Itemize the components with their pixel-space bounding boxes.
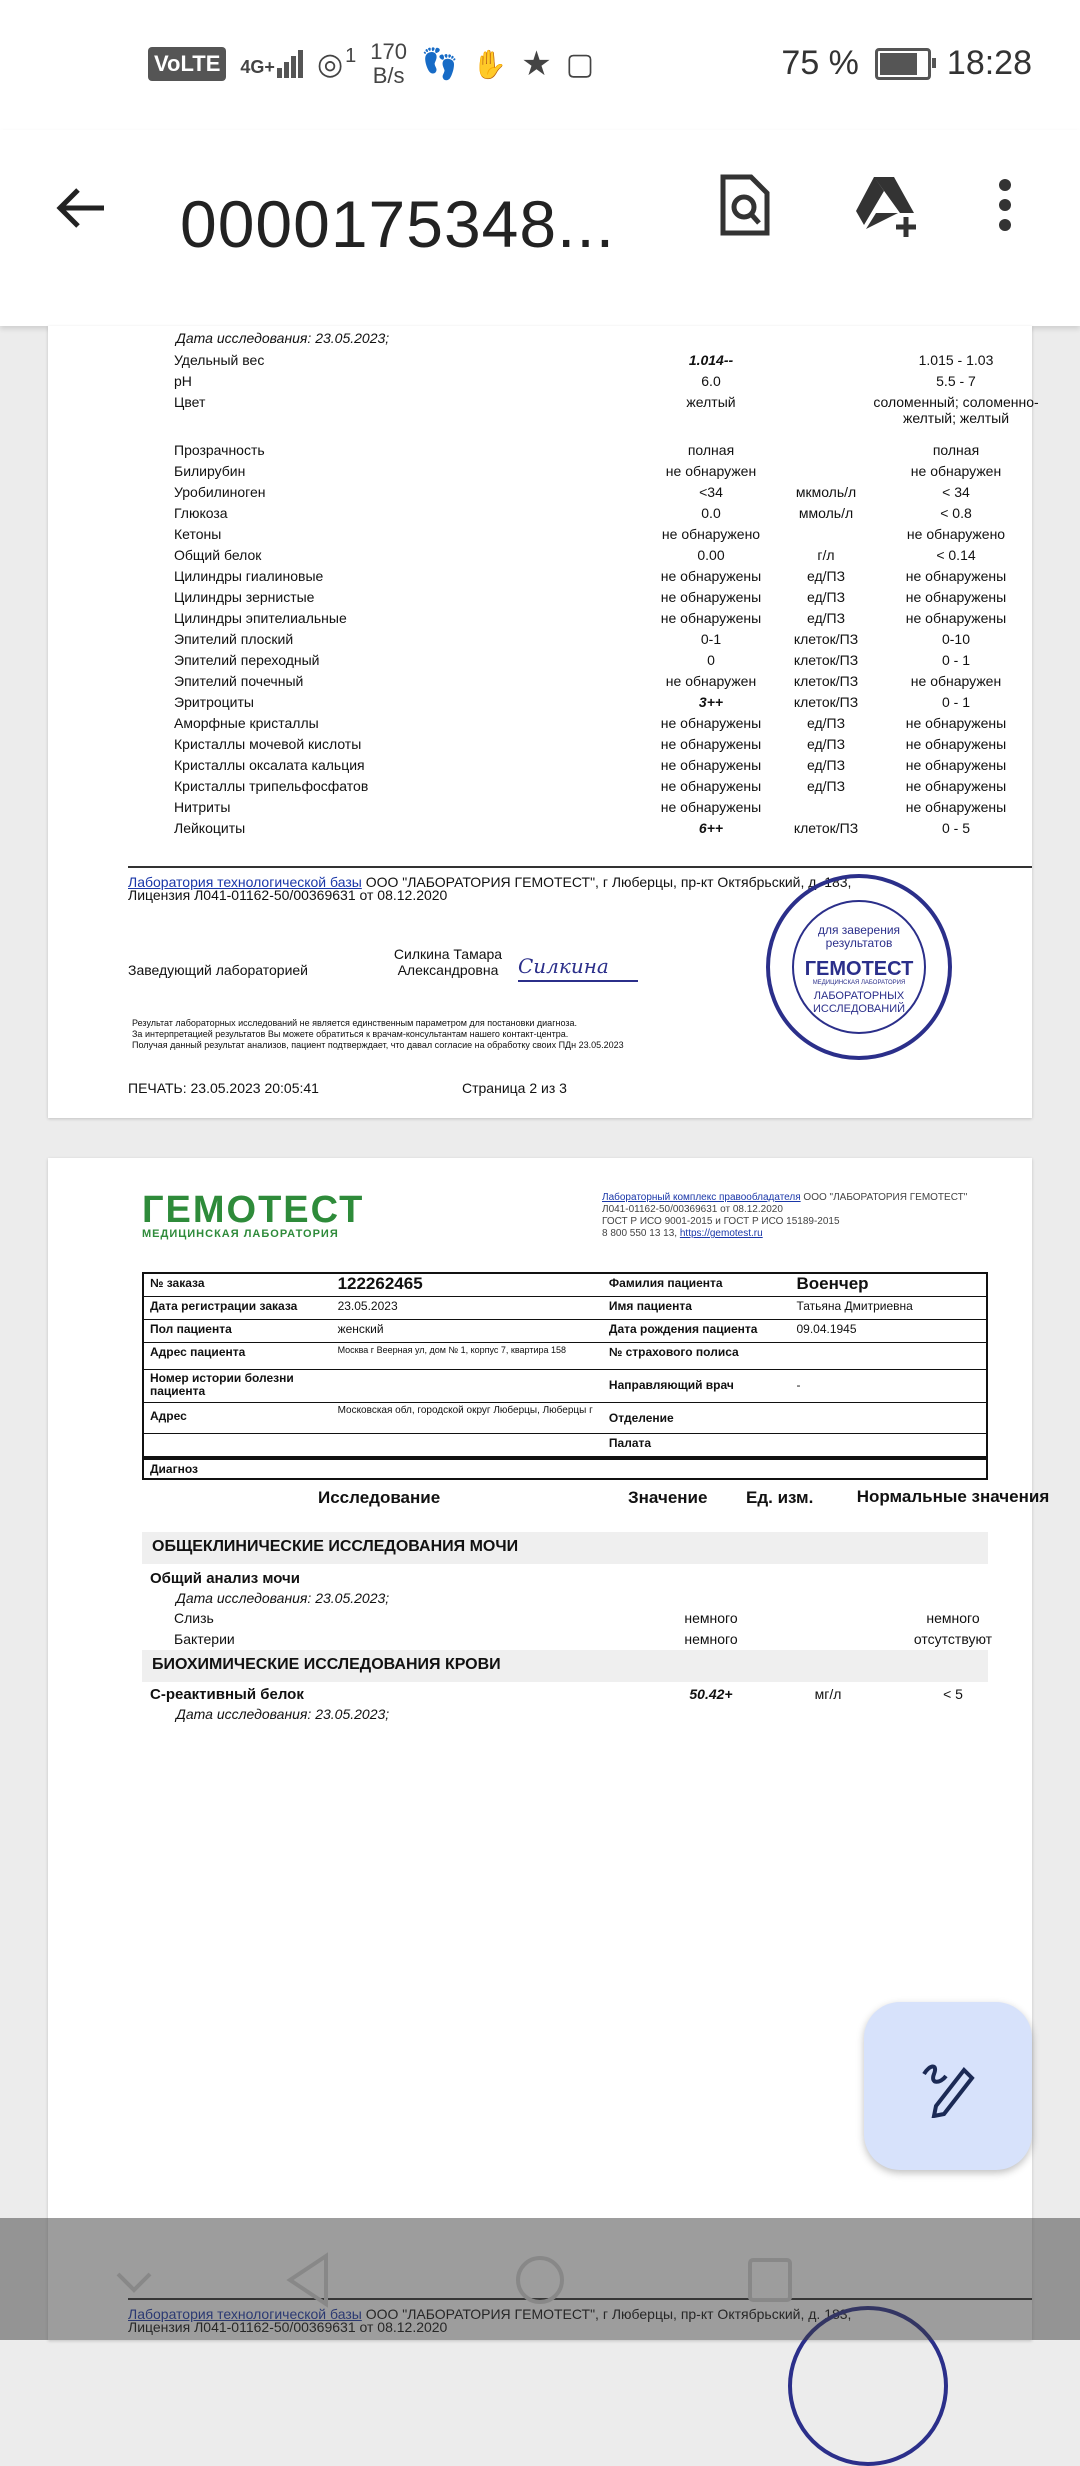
- policy-value: [790, 1343, 986, 1369]
- battery-percent: 75 %: [781, 44, 859, 82]
- diagnosis-row: [142, 1458, 988, 1480]
- home-nav-icon[interactable]: [514, 2254, 566, 2306]
- crp-unit: мг/л: [814, 1686, 842, 1702]
- gemotest-logo: [142, 1189, 365, 1240]
- order-number: 122262465: [337, 1274, 423, 1293]
- patient-address-value: Москва г Веерная ул, дом № 1, корпус 7, квартира 158: [337, 1345, 567, 1355]
- status-icons-right: [781, 44, 1032, 83]
- edit-pen-icon: [916, 2054, 980, 2118]
- row-norm: 1.015 - 1.03: [918, 352, 994, 368]
- row-value: 3++: [698, 694, 724, 710]
- urine-subheader: Общий анализ мочи: [150, 1570, 300, 1587]
- row-name: Цилиндры гиалиновые: [174, 568, 324, 584]
- owner-license: Л041-01162-50/00369631 от 08.12.2020: [602, 1204, 783, 1215]
- col-study-header: Исследование: [318, 1488, 441, 1507]
- row-unit: клеток/ПЗ: [793, 652, 859, 668]
- crp-value: 50.42+: [689, 1686, 733, 1702]
- row-norm: 0 - 1: [941, 652, 970, 668]
- regdate-label: Дата регистрации заказа: [150, 1299, 298, 1313]
- steps-icon: 👣: [420, 47, 459, 81]
- speed-unit: B/s: [372, 63, 405, 88]
- recents-nav-icon[interactable]: [746, 2256, 794, 2304]
- stamp-sub: МЕДИЦИНСКАЯ ЛАБОРАТОРИЯ: [812, 980, 906, 986]
- search-document-icon[interactable]: [710, 170, 780, 240]
- history-label: Номер истории болезни пациента: [150, 1371, 294, 1398]
- owner-link[interactable]: Лабораторный комплекс правообладателя: [602, 1192, 801, 1203]
- section-urine: ОБЩЕКЛИНИЧЕСКИЕ ИССЛЕДОВАНИЯ МОЧИ: [142, 1532, 988, 1564]
- row-name: Эпителий плоский: [174, 631, 294, 647]
- pdf-page: [48, 326, 1039, 1118]
- row-value: не обнаружен: [665, 463, 757, 479]
- row-name: Цвет: [174, 394, 206, 410]
- row-name: Лейкоциты: [174, 820, 246, 836]
- speed-value: 170: [370, 39, 407, 64]
- row-norm: не обнаружены: [905, 715, 1007, 731]
- logo-subtitle: МЕДИЦИНСКАЯ ЛАБОРАТОРИЯ: [142, 1228, 339, 1240]
- row-value: 6.0: [701, 373, 721, 389]
- row-value: полная: [687, 442, 735, 458]
- row-unit: клеток/ПЗ: [793, 673, 859, 689]
- row-norm: не обнаружен: [910, 673, 1002, 689]
- divider: [128, 866, 1032, 868]
- row-name: Прозрачность: [174, 442, 265, 458]
- back-arrow-icon[interactable]: [52, 178, 112, 238]
- lab-link[interactable]: Лаборатория технологической базы: [128, 874, 362, 890]
- add-to-drive-icon[interactable]: [852, 170, 922, 240]
- row-value: желтый: [686, 394, 736, 410]
- row-value: не обнаружены: [660, 589, 762, 605]
- back-nav-icon[interactable]: [284, 2252, 332, 2308]
- status-bar: [0, 0, 1080, 130]
- row-value: не обнаружены: [660, 715, 762, 731]
- document-title: 0000175348...: [180, 187, 616, 261]
- row-name: Удельный вес: [174, 352, 265, 368]
- row-name: Уробилиноген: [174, 484, 266, 500]
- col-unit-header: Ед. изм.: [746, 1488, 814, 1507]
- section-biochem: БИОХИМИЧЕСКИЕ ИССЛЕДОВАНИЯ КРОВИ: [142, 1650, 988, 1682]
- star-icon: ★: [521, 45, 552, 83]
- owner-iso: ГОСТ Р ИСО 9001-2015 и ГОСТ Р ИСО 15189-2015: [602, 1216, 840, 1227]
- head-label: Заведующий лабораторией: [128, 962, 308, 978]
- ward-label: Палата: [608, 1436, 652, 1450]
- row-norm: не обнаружены: [905, 736, 1007, 752]
- stamp-brand: ГЕМОТЕСТ: [804, 958, 914, 980]
- page-number: Страница 2 из 3: [462, 1080, 567, 1096]
- name-value: Татьяна Дмитриевна: [796, 1299, 913, 1313]
- row-norm: < 0.14: [936, 547, 976, 563]
- stamp-top-text: для заверения результатов: [817, 923, 901, 950]
- row-norm: 5.5 - 7: [936, 373, 976, 389]
- patient-address-label: Адрес пациента: [150, 1345, 246, 1359]
- row-name: Слизь: [174, 1610, 214, 1626]
- row-norm: не обнаружено: [906, 526, 1006, 542]
- row-name: pH: [174, 373, 192, 389]
- row-norm: не обнаружены: [905, 778, 1007, 794]
- row-name: Эритроциты: [174, 694, 254, 710]
- row-unit: клеток/ПЗ: [793, 694, 859, 710]
- row-name: Эпителий почечный: [174, 673, 304, 689]
- row-unit: клеток/ПЗ: [793, 820, 859, 836]
- row-name: Кристаллы трипельфосфатов: [174, 778, 369, 794]
- sex-value: женский: [337, 1322, 384, 1336]
- row-value: 6++: [698, 820, 724, 836]
- row-norm: 0-10: [941, 631, 971, 647]
- crp-norm: < 5: [943, 1686, 963, 1702]
- disclaimer-line-1: Результат лабораторных исследований не является единственным параметром для постановки диагноза.: [132, 1018, 577, 1028]
- dob-value: 09.04.1945: [796, 1322, 857, 1336]
- signal-icon: [240, 50, 303, 78]
- row-value: <34: [699, 484, 723, 500]
- policy-label: № страхового полиса: [608, 1345, 739, 1359]
- row-norm: 0 - 1: [941, 694, 970, 710]
- annotate-fab[interactable]: [864, 2002, 1032, 2170]
- hotspot-icon: ◎: [316, 47, 344, 81]
- row-unit: ед/ПЗ: [806, 736, 846, 752]
- sex-label: Пол пациента: [150, 1322, 232, 1336]
- doctor-value: -: [796, 1378, 801, 1392]
- address-label: Адрес: [150, 1409, 187, 1423]
- row-norm: не обнаружены: [905, 757, 1007, 773]
- row-norm: соломенный; соломенно-желтый; желтый: [873, 394, 1039, 426]
- app-bar: [0, 130, 1080, 326]
- crp-name: С-реактивный белок: [150, 1686, 304, 1703]
- owner-site-link[interactable]: https://gemotest.ru: [679, 1228, 763, 1239]
- hide-keyboard-icon[interactable]: [114, 2270, 154, 2294]
- row-value: немного: [684, 1631, 738, 1647]
- network-type: 4G+: [240, 57, 275, 77]
- row-unit: ед/ПЗ: [806, 610, 846, 626]
- row-name: Кетоны: [174, 526, 222, 542]
- address-value: Московская обл, городской округ Люберцы, Люберцы г: [337, 1405, 593, 1416]
- row-unit: мкмоль/л: [795, 484, 857, 500]
- row-unit: г/л: [817, 547, 835, 563]
- department-value: [790, 1403, 986, 1433]
- row-name: Кристаллы оксалата кальция: [174, 757, 365, 773]
- hand-icon: ✋: [472, 48, 508, 80]
- row-value: 1.014--: [688, 352, 734, 368]
- history-value: [332, 1370, 603, 1402]
- name-label: Имя пациента: [608, 1299, 692, 1313]
- study-date-note: Дата исследования: 23.05.2023;: [176, 1706, 390, 1722]
- department-label: Отделение: [608, 1411, 674, 1425]
- lab-stamp: [766, 874, 952, 1060]
- owner-block: [602, 1192, 967, 1240]
- row-norm: не обнаружен: [910, 463, 1002, 479]
- study-date-note: Дата исследования: 23.05.2023;: [176, 330, 390, 346]
- lab-footer-text: ООО "ЛАБОРАТОРИЯ ГЕМОТЕСТ", г Люберцы, пр-кт Октябрьский, д. 183,: [361, 874, 852, 890]
- row-norm: 0 - 5: [941, 820, 970, 836]
- row-name: Аморфные кристаллы: [174, 715, 319, 731]
- row-value: не обнаружены: [660, 568, 762, 584]
- row-value: 0.0: [701, 505, 721, 521]
- row-norm: немного: [926, 1610, 980, 1626]
- row-unit: ед/ПЗ: [806, 715, 846, 731]
- surname-label: Фамилия пациента: [608, 1276, 723, 1290]
- ward-value: [790, 1434, 986, 1456]
- row-value: не обнаружены: [660, 778, 762, 794]
- row-name: Общий белок: [174, 547, 262, 563]
- row-norm: полная: [932, 442, 980, 458]
- row-name: Нитриты: [174, 799, 231, 815]
- study-date-note: Дата исследования: 23.05.2023;: [176, 1590, 390, 1606]
- row-value: 0-1: [700, 631, 722, 647]
- hotspot-count: 1: [345, 44, 357, 67]
- clock: 18:28: [946, 44, 1032, 82]
- disclaimer-line-3: Получая данный результат анализов, пациент подтверждает, что давал согласие на обработку своих ПДн 23.05.2023: [132, 1040, 624, 1050]
- license-text: Лицензия Л041-01162-50/00369631 от 08.12.2020: [128, 887, 448, 903]
- row-name: Цилиндры эпителиальные: [174, 610, 347, 626]
- row-norm: не обнаружены: [905, 568, 1007, 584]
- battery-icon: [875, 48, 931, 80]
- row-name: Билирубин: [174, 463, 246, 479]
- row-name: Бактерии: [174, 1631, 235, 1647]
- row-norm: отсутствуют: [913, 1631, 993, 1647]
- row-norm: не обнаружены: [905, 589, 1007, 605]
- row-name: Кристаллы мочевой кислоты: [174, 736, 362, 752]
- logo-text: ГЕМОТЕСТ: [142, 1189, 365, 1231]
- dob-label: Дата рождения пациента: [608, 1322, 758, 1336]
- owner-phone: 8 800 550 13 13,: [602, 1228, 680, 1239]
- row-value: не обнаружено: [661, 526, 761, 542]
- order-label: № заказа: [150, 1276, 205, 1290]
- row-value: 0.00: [697, 547, 725, 563]
- row-value: не обнаружены: [660, 799, 762, 815]
- row-name: Эпителий переходный: [174, 652, 320, 668]
- surname-value: Военчер: [796, 1274, 869, 1293]
- status-icons-left: [148, 40, 594, 88]
- row-value: 0: [707, 652, 715, 668]
- regdate-value: 23.05.2023: [337, 1299, 398, 1313]
- row-name: Цилиндры зернистые: [174, 589, 315, 605]
- head-name: Силкина Тамара Александровна: [393, 946, 503, 978]
- more-options-icon[interactable]: [980, 170, 1030, 240]
- patient-info-table: [142, 1272, 988, 1458]
- row-value: не обнаружены: [660, 736, 762, 752]
- row-norm: не обнаружены: [905, 610, 1007, 626]
- row-unit: ед/ПЗ: [806, 568, 846, 584]
- row-value: не обнаружены: [660, 757, 762, 773]
- col-value-header: Значение: [628, 1488, 708, 1507]
- disclaimer-line-2: За интерпретацией результатов Вы можете обратиться к врачам-консультантам нашего контакт-центра.: [132, 1029, 569, 1039]
- row-value: не обнаружены: [660, 610, 762, 626]
- row-value: немного: [684, 1610, 738, 1626]
- row-unit: ед/ПЗ: [806, 778, 846, 794]
- volte-icon: VoLTE: [148, 47, 226, 81]
- signature-text: Силкина: [518, 954, 609, 978]
- diagnosis-label: Диагноз: [150, 1462, 198, 1476]
- row-unit: ед/ПЗ: [806, 757, 846, 773]
- row-unit: клеток/ПЗ: [793, 631, 859, 647]
- row-value: не обнаружен: [665, 673, 757, 689]
- message-icon: ▢: [565, 47, 595, 81]
- stamp-bottom-text: ЛАБОРАТОРНЫХ ИССЛЕДОВАНИЙ: [812, 990, 906, 1015]
- row-norm: < 0.8: [940, 505, 972, 521]
- row-unit: ммоль/л: [798, 505, 854, 521]
- col-norm-header: Нормальные значения: [856, 1487, 1050, 1506]
- network-speed: [370, 40, 407, 88]
- navigation-bar: [0, 2218, 1080, 2340]
- row-norm: < 34: [942, 484, 970, 500]
- signature: [518, 954, 638, 994]
- owner-text: ООО "ЛАБОРАТОРИЯ ГЕМОТЕСТ": [800, 1192, 968, 1203]
- row-name: Глюкоза: [174, 505, 228, 521]
- row-unit: ед/ПЗ: [806, 589, 846, 605]
- row-norm: не обнаружены: [905, 799, 1007, 815]
- print-timestamp: ПЕЧАТЬ: 23.05.2023 20:05:41: [128, 1080, 319, 1096]
- doctor-label: Направляющий врач: [608, 1378, 734, 1392]
